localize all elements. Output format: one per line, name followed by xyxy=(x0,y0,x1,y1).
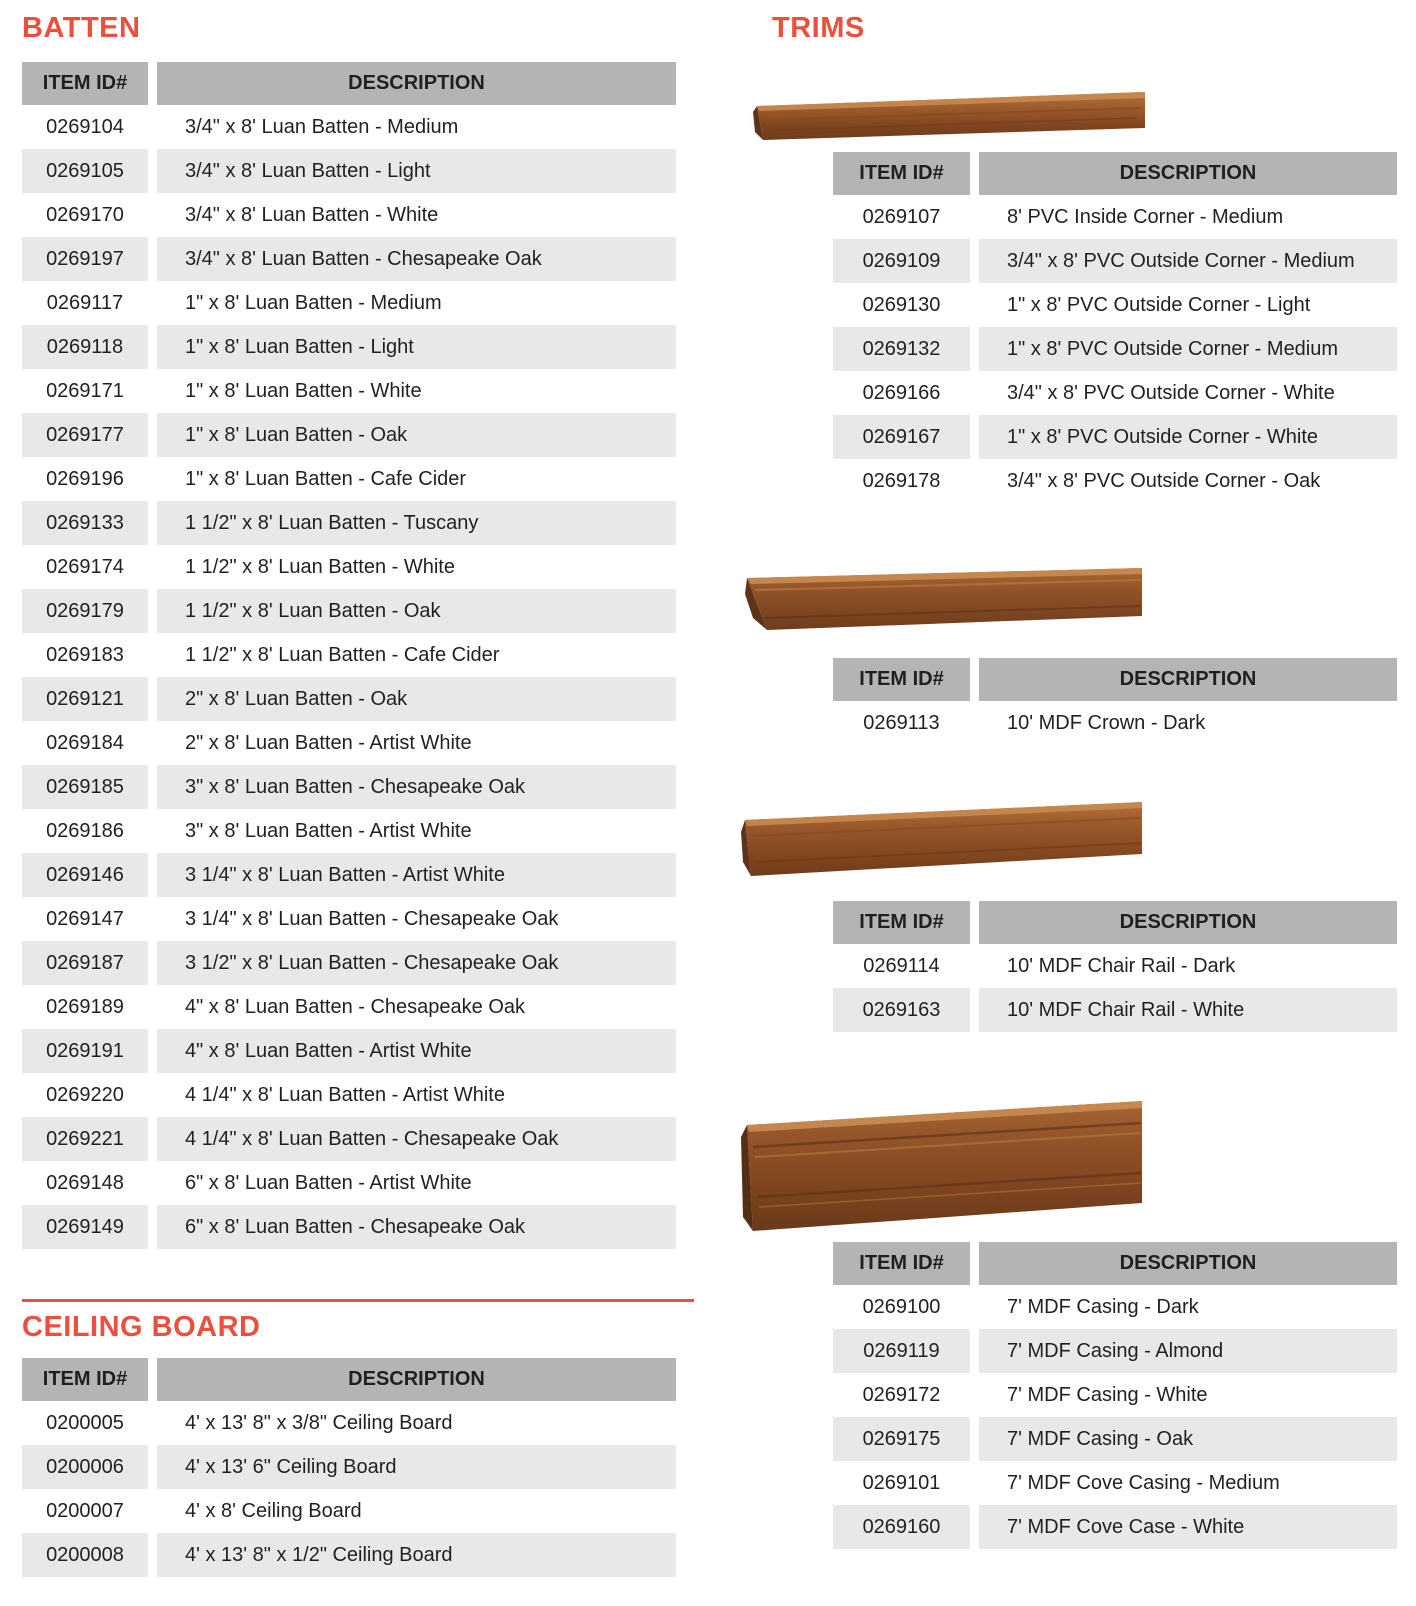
description-cell: 4' x 13' 8" x 3/8" Ceiling Board xyxy=(157,1401,676,1445)
item-id-cell: 0269186 xyxy=(22,809,148,853)
section-divider-line xyxy=(22,1299,694,1302)
item-id-cell: 0269114 xyxy=(833,944,970,988)
description-cell: 4" x 8' Luan Batten - Chesapeake Oak xyxy=(157,985,676,1029)
description-cell: 3 1/4" x 8' Luan Batten - Chesapeake Oak xyxy=(157,897,676,941)
table-row xyxy=(22,809,676,853)
left-column xyxy=(22,0,676,1577)
table-row xyxy=(22,1073,676,1117)
item-id-cell: 0269177 xyxy=(22,413,148,457)
description-cell: 1" x 8' Luan Batten - Light xyxy=(157,325,676,369)
item-id-cell: 0269179 xyxy=(22,589,148,633)
table-header-row xyxy=(22,1358,676,1401)
mdf-casing-table xyxy=(833,1242,1397,1549)
item-id-column-header: ITEM ID# xyxy=(22,1358,148,1401)
item-id-cell: 0269121 xyxy=(22,677,148,721)
table-header-row xyxy=(833,658,1397,701)
description-cell: 1 1/2" x 8' Luan Batten - Oak xyxy=(157,589,676,633)
description-cell: 3/4" x 8' Luan Batten - Medium xyxy=(157,105,676,149)
table-row xyxy=(833,1329,1397,1373)
description-cell: 4' x 13' 8" x 1/2" Ceiling Board xyxy=(157,1533,676,1577)
table-row xyxy=(833,283,1397,327)
description-cell: 1" x 8' Luan Batten - Cafe Cider xyxy=(157,457,676,501)
mdf-casing-trim-photo xyxy=(737,1085,1157,1235)
table-row xyxy=(22,105,676,149)
table-row xyxy=(833,1285,1397,1329)
item-id-cell: 0269149 xyxy=(22,1205,148,1249)
item-id-cell: 0269221 xyxy=(22,1117,148,1161)
description-column-header: DESCRIPTION xyxy=(979,152,1397,195)
table-row xyxy=(22,721,676,765)
table-row xyxy=(22,985,676,1029)
mdf-chair-rail-table xyxy=(833,901,1397,1032)
table-row xyxy=(22,325,676,369)
description-cell: 1" x 8' Luan Batten - Oak xyxy=(157,413,676,457)
item-id-cell: 0269146 xyxy=(22,853,148,897)
table-row xyxy=(22,589,676,633)
table-row xyxy=(22,941,676,985)
description-cell: 4 1/4" x 8' Luan Batten - Chesapeake Oak xyxy=(157,1117,676,1161)
table-row xyxy=(833,1461,1397,1505)
item-id-cell: 0200008 xyxy=(22,1533,148,1577)
item-id-cell: 0269147 xyxy=(22,897,148,941)
item-id-cell: 0269160 xyxy=(833,1505,970,1549)
table-row xyxy=(833,327,1397,371)
description-cell: 8' PVC Inside Corner - Medium xyxy=(979,195,1397,239)
item-id-cell: 0269101 xyxy=(833,1461,970,1505)
description-column-header: DESCRIPTION xyxy=(979,1242,1397,1285)
item-id-cell: 0269163 xyxy=(833,988,970,1032)
item-id-cell: 0269167 xyxy=(833,415,970,459)
description-cell: 6" x 8' Luan Batten - Artist White xyxy=(157,1161,676,1205)
description-column-header: DESCRIPTION xyxy=(979,658,1397,701)
table-row xyxy=(22,1489,676,1533)
table-row xyxy=(22,1445,676,1489)
table-row xyxy=(22,1029,676,1073)
table-row xyxy=(22,1533,676,1577)
item-id-cell: 0269172 xyxy=(833,1373,970,1417)
table-header-row xyxy=(833,152,1397,195)
table-row xyxy=(22,633,676,677)
item-id-cell: 0269118 xyxy=(22,325,148,369)
table-row xyxy=(22,1205,676,1249)
item-id-column-header: ITEM ID# xyxy=(22,62,148,105)
table-row xyxy=(833,195,1397,239)
table-row xyxy=(22,193,676,237)
table-row xyxy=(833,988,1397,1032)
item-id-cell: 0269119 xyxy=(833,1329,970,1373)
table-header-row xyxy=(833,1242,1397,1285)
description-cell: 3/4" x 8' Luan Batten - White xyxy=(157,193,676,237)
description-cell: 1" x 8' Luan Batten - Medium xyxy=(157,281,676,325)
item-id-cell: 0200005 xyxy=(22,1401,148,1445)
table-row xyxy=(22,413,676,457)
table-row xyxy=(833,1417,1397,1461)
item-id-cell: 0269220 xyxy=(22,1073,148,1117)
item-id-cell: 0269133 xyxy=(22,501,148,545)
description-cell: 4' x 8' Ceiling Board xyxy=(157,1489,676,1533)
table-row xyxy=(22,237,676,281)
table-header-row xyxy=(833,901,1397,944)
item-id-cell: 0269189 xyxy=(22,985,148,1029)
table-row xyxy=(22,457,676,501)
item-id-cell: 0269105 xyxy=(22,149,148,193)
item-id-cell: 0269174 xyxy=(22,545,148,589)
description-cell: 1" x 8' PVC Outside Corner - White xyxy=(979,415,1397,459)
pvc-trims-table xyxy=(833,152,1397,503)
item-id-cell: 0269166 xyxy=(833,371,970,415)
description-cell: 1" x 8' Luan Batten - White xyxy=(157,369,676,413)
table-row xyxy=(833,701,1397,745)
description-cell: 7' MDF Casing - White xyxy=(979,1373,1397,1417)
item-id-column-header: ITEM ID# xyxy=(833,658,970,701)
batten-section-title: BATTEN xyxy=(22,12,141,44)
description-cell: 7' MDF Casing - Dark xyxy=(979,1285,1397,1329)
mdf-chair-rail-trim-photo xyxy=(737,788,1157,883)
table-row xyxy=(22,1161,676,1205)
batten-table xyxy=(22,62,676,1249)
item-id-column-header: ITEM ID# xyxy=(833,1242,970,1285)
item-id-cell: 0269107 xyxy=(833,195,970,239)
description-cell: 1" x 8' PVC Outside Corner - Light xyxy=(979,283,1397,327)
table-row xyxy=(833,1505,1397,1549)
description-cell: 10' MDF Crown - Dark xyxy=(979,701,1397,745)
item-id-cell: 0269175 xyxy=(833,1417,970,1461)
description-cell: 7' MDF Casing - Oak xyxy=(979,1417,1397,1461)
trims-section-title: TRIMS xyxy=(772,12,865,44)
item-id-cell: 0269187 xyxy=(22,941,148,985)
description-cell: 4" x 8' Luan Batten - Artist White xyxy=(157,1029,676,1073)
description-cell: 3/4" x 8' Luan Batten - Chesapeake Oak xyxy=(157,237,676,281)
table-row xyxy=(22,853,676,897)
item-id-cell: 0200007 xyxy=(22,1489,148,1533)
description-cell: 10' MDF Chair Rail - White xyxy=(979,988,1397,1032)
item-id-cell: 0269185 xyxy=(22,765,148,809)
description-cell: 10' MDF Chair Rail - Dark xyxy=(979,944,1397,988)
item-id-cell: 0269148 xyxy=(22,1161,148,1205)
description-cell: 7' MDF Cove Case - White xyxy=(979,1505,1397,1549)
description-cell: 7' MDF Cove Casing - Medium xyxy=(979,1461,1397,1505)
description-cell: 4' x 13' 6" Ceiling Board xyxy=(157,1445,676,1489)
description-cell: 3 1/4" x 8' Luan Batten - Artist White xyxy=(157,853,676,897)
item-id-column-header: ITEM ID# xyxy=(833,152,970,195)
description-cell: 2" x 8' Luan Batten - Artist White xyxy=(157,721,676,765)
item-id-cell: 0269197 xyxy=(22,237,148,281)
description-cell: 1 1/2" x 8' Luan Batten - Tuscany xyxy=(157,501,676,545)
table-row xyxy=(22,1401,676,1445)
table-row xyxy=(833,415,1397,459)
description-column-header: DESCRIPTION xyxy=(157,1358,676,1401)
table-row xyxy=(22,149,676,193)
description-cell: 3 1/2" x 8' Luan Batten - Chesapeake Oak xyxy=(157,941,676,985)
description-cell: 1" x 8' PVC Outside Corner - Medium xyxy=(979,327,1397,371)
description-cell: 3" x 8' Luan Batten - Artist White xyxy=(157,809,676,853)
description-cell: 6" x 8' Luan Batten - Chesapeake Oak xyxy=(157,1205,676,1249)
description-cell: 3" x 8' Luan Batten - Chesapeake Oak xyxy=(157,765,676,809)
table-row xyxy=(22,677,676,721)
table-row xyxy=(833,459,1397,503)
item-id-cell: 0269132 xyxy=(833,327,970,371)
table-row xyxy=(22,1117,676,1161)
table-row xyxy=(833,1373,1397,1417)
right-column xyxy=(737,0,1397,1549)
table-row xyxy=(22,501,676,545)
ceiling-board-section-title: CEILING BOARD xyxy=(22,1311,261,1343)
table-row xyxy=(22,897,676,941)
mdf-crown-table xyxy=(833,658,1397,745)
table-row xyxy=(833,944,1397,988)
table-row xyxy=(22,765,676,809)
item-id-cell: 0269113 xyxy=(833,701,970,745)
item-id-cell: 0269178 xyxy=(833,459,970,503)
description-cell: 1 1/2" x 8' Luan Batten - Cafe Cider xyxy=(157,633,676,677)
description-cell: 1 1/2" x 8' Luan Batten - White xyxy=(157,545,676,589)
item-id-cell: 0269183 xyxy=(22,633,148,677)
table-row xyxy=(833,371,1397,415)
table-header-row xyxy=(22,62,676,105)
description-cell: 7' MDF Casing - Almond xyxy=(979,1329,1397,1373)
pvc-corner-trim-photo xyxy=(737,60,1157,140)
table-row xyxy=(22,545,676,589)
item-id-cell: 0200006 xyxy=(22,1445,148,1489)
item-id-cell: 0269170 xyxy=(22,193,148,237)
description-cell: 2" x 8' Luan Batten - Oak xyxy=(157,677,676,721)
table-row xyxy=(833,239,1397,283)
item-id-cell: 0269184 xyxy=(22,721,148,765)
table-row xyxy=(22,281,676,325)
item-id-cell: 0269191 xyxy=(22,1029,148,1073)
description-cell: 3/4" x 8' PVC Outside Corner - White xyxy=(979,371,1397,415)
item-id-cell: 0269100 xyxy=(833,1285,970,1329)
description-column-header: DESCRIPTION xyxy=(157,62,676,105)
table-row xyxy=(22,369,676,413)
item-id-cell: 0269104 xyxy=(22,105,148,149)
description-column-header: DESCRIPTION xyxy=(979,901,1397,944)
item-id-cell: 0269171 xyxy=(22,369,148,413)
item-id-cell: 0269117 xyxy=(22,281,148,325)
description-cell: 3/4" x 8' PVC Outside Corner - Medium xyxy=(979,239,1397,283)
mdf-crown-trim-photo xyxy=(737,560,1157,635)
item-id-cell: 0269130 xyxy=(833,283,970,327)
description-cell: 3/4" x 8' PVC Outside Corner - Oak xyxy=(979,459,1397,503)
description-cell: 4 1/4" x 8' Luan Batten - Artist White xyxy=(157,1073,676,1117)
description-cell: 3/4" x 8' Luan Batten - Light xyxy=(157,149,676,193)
ceiling-board-table xyxy=(22,1358,676,1577)
item-id-cell: 0269196 xyxy=(22,457,148,501)
item-id-cell: 0269109 xyxy=(833,239,970,283)
item-id-column-header: ITEM ID# xyxy=(833,901,970,944)
